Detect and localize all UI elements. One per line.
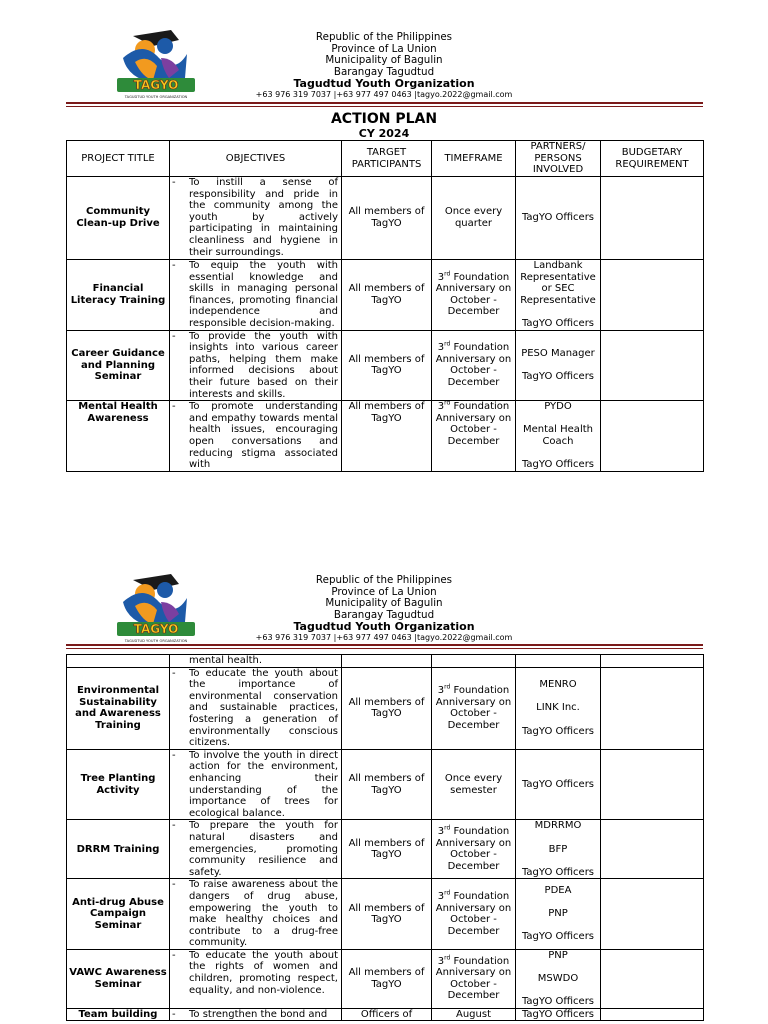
target-participants: All members of TagYO — [342, 749, 432, 820]
letterhead-line-2: Province of La Union — [331, 585, 437, 598]
partners-cell — [516, 749, 601, 820]
target-participants: All members of TagYO — [342, 401, 432, 472]
partner-item: TagYO Officers — [521, 459, 595, 471]
partner-item: PESO Manager — [521, 347, 595, 359]
tagyo-logo-icon — [113, 572, 199, 646]
table-row — [67, 667, 704, 749]
objective-text: To strengthen the bond and — [189, 1008, 328, 1020]
table-row — [67, 330, 704, 401]
target-participants: All members of TagYO — [342, 879, 432, 950]
timeframe-cell — [432, 330, 516, 401]
budgetary-requirement — [601, 820, 704, 879]
timeframe-text: 3rd Foundation Anniversary on October - December — [435, 683, 512, 731]
timeframe-cell — [432, 749, 516, 820]
objective-text: To raise awareness about the dangers of drug abuse, empowering the youth to make healthy choices and contribute to a drug-free community. — [189, 879, 338, 949]
objectives-cell: - To raise awareness about the dangers of drug abuse, empowering the youth to make healthy choices and contribute to a drug-free community. — [170, 879, 342, 950]
timeframe-text: 3rd Foundation Anniversary on October - December — [435, 889, 512, 937]
timeframe-text: Once every semester — [444, 772, 503, 796]
partner-item: TagYO Officers — [521, 866, 595, 878]
table-row — [67, 820, 704, 879]
partners-cell — [516, 260, 601, 331]
partner-item: BFP — [548, 843, 568, 855]
budgetary-requirement — [601, 177, 704, 260]
letterhead-line-3: Municipality of Bagulin — [325, 597, 443, 610]
partners-cell — [516, 949, 601, 1008]
header-rule-thin — [66, 106, 703, 107]
objectives-cell: - To educate the youth about the rights of women and children, promoting respect, equality, and non-violence. — [170, 949, 342, 1008]
letterhead-line-2: Province of La Union — [331, 42, 437, 55]
timeframe-cell — [432, 820, 516, 879]
project-title: Environmental Sustainability and Awareness Training — [67, 667, 170, 749]
table-row — [67, 401, 704, 472]
partner-item: TagYO Officers — [521, 996, 595, 1008]
letterhead-line-3: Municipality of Bagulin — [325, 54, 443, 67]
partners-cell — [516, 177, 601, 260]
budgetary-requirement — [601, 401, 704, 472]
objective-text: To instill a sense of responsibility and pride in the community among the youth by actively participating in maintaining cleanliness and hygiene in their surroundings. — [189, 177, 338, 258]
svg-text:TAGUDTUD YOUTH ORGANIZATION: TAGUDTUD YOUTH ORGANIZATION — [124, 639, 188, 643]
document-page-2 — [0, 560, 768, 1024]
svg-text:TAGYO: TAGYO — [133, 78, 179, 92]
objectives-cell: - To provide the youth with insights into various career paths, helping them make informed decisions about their future based on their interests and skills. — [170, 330, 342, 401]
partner-item: TagYO Officers — [521, 317, 595, 329]
partner-item: TagYO Officers — [521, 1008, 595, 1020]
partners-cell — [516, 401, 601, 472]
column-header: TARGET PARTICIPANTS — [342, 141, 432, 177]
target-participants: All members of TagYO — [342, 177, 432, 260]
partners-cell — [516, 820, 601, 879]
target-participants: All members of TagYO — [342, 820, 432, 879]
timeframe-cell — [432, 949, 516, 1008]
document-title: ACTION PLAN — [330, 111, 438, 127]
column-header: PARTNERS/ PERSONS INVOLVED — [516, 141, 601, 177]
partner-item: TagYO Officers — [521, 931, 595, 943]
timeframe-text: August — [456, 1008, 491, 1020]
timeframe-cell — [432, 401, 516, 472]
timeframe-text: 3rd Foundation Anniversary on October - December — [435, 400, 512, 447]
budgetary-requirement — [601, 1008, 704, 1021]
partner-item: Mental Health Coach — [523, 424, 593, 447]
partner-item: Landbank Representative or SEC Representative — [520, 260, 596, 306]
partner-item: PNP — [548, 949, 568, 961]
objectives-cell: - To prepare the youth for natural disasters and emergencies, promoting community resilience and safety. — [170, 820, 342, 879]
objectives-cell: - To involve the youth in direct action for the environment, enhancing their understanding of the importance of trees for ecological balance. — [170, 749, 342, 820]
letterhead — [200, 575, 568, 643]
table-row — [67, 749, 704, 820]
letterhead — [200, 32, 568, 100]
header-rule — [66, 102, 703, 104]
objectives-cell: - To educate the youth about the importance of environmental conservation and sustainable practices, fostering a generation of environmentally conscious citizens. — [170, 667, 342, 749]
objective-text: To provide the youth with insights into various career paths, helping them make informed decisions about their future based on their interests and skills. — [189, 330, 338, 400]
timeframe-cell — [432, 1008, 516, 1021]
project-title: VAWC Awareness Seminar — [67, 949, 170, 1008]
timeframe-cell — [432, 667, 516, 749]
partners-cell — [516, 330, 601, 401]
table-row — [67, 177, 704, 260]
budgetary-requirement — [601, 330, 704, 401]
project-title: Community Clean-up Drive — [67, 177, 170, 260]
timeframe-cell — [432, 177, 516, 260]
project-title: Mental Health Awareness — [67, 401, 170, 472]
objective-text: To prepare the youth for natural disasters and emergencies, promoting community resilience and safety. — [189, 820, 338, 878]
header-rule — [66, 644, 703, 646]
objective-text: To involve the youth in direct action for the environment, enhancing their understanding of the importance of trees for ecological balance. — [189, 749, 338, 819]
letterhead-line-1: Republic of the Philippines — [315, 31, 453, 43]
table-header-row — [67, 141, 704, 177]
partner-item: TagYO Officers — [521, 371, 595, 383]
timeframe-text: 3rd Foundation Anniversary on October - December — [435, 954, 512, 1002]
partners-cell — [516, 667, 601, 749]
target-participants: All members of TagYO — [342, 667, 432, 749]
header-rule-thin — [66, 648, 703, 649]
partner-item: MSWDO — [537, 973, 579, 985]
partners-cell — [516, 879, 601, 950]
letterhead-line-4: Barangay Tagudtud — [333, 65, 435, 78]
table-row — [67, 1008, 704, 1021]
project-title: Team building — [67, 1008, 170, 1021]
project-title: Tree Planting Activity — [67, 749, 170, 820]
budgetary-requirement — [601, 949, 704, 1008]
objectives-cell: - To instill a sense of responsibility and pride in the community among the youth by actively participating in maintaining cleanliness and hygiene in their surroundings. — [170, 177, 342, 260]
action-plan-table-continued — [66, 654, 704, 1021]
objectives-cell: - To strengthen the bond and — [170, 1008, 342, 1021]
objective-text: mental health. — [189, 655, 263, 666]
partner-item: MDRRMO — [534, 820, 582, 832]
organization-name: Tagudtud Youth Organization — [293, 77, 475, 91]
objective-text: To educate the youth about the rights of women and children, promoting respect, equality, and non-violence. — [189, 949, 338, 996]
target-participants: All members of TagYO — [342, 330, 432, 401]
table-row — [67, 260, 704, 331]
budgetary-requirement — [601, 879, 704, 950]
tagyo-logo-icon — [113, 28, 199, 102]
table-row — [67, 879, 704, 950]
timeframe-text: 3rd Foundation Anniversary on October - December — [435, 340, 512, 388]
contact-info: +63 976 319 7037 |+63 977 497 0463 |tagyo.2022@gmail.com — [255, 89, 513, 99]
column-header: PROJECT TITLE — [67, 141, 170, 177]
timeframe-cell — [432, 879, 516, 950]
partner-item: MENRO — [539, 679, 577, 691]
timeframe-text: 3rd Foundation Anniversary on October - December — [435, 270, 512, 318]
target-participants: All members of TagYO — [342, 949, 432, 1008]
partner-item: LINK Inc. — [536, 702, 580, 714]
table-row-continuation — [67, 655, 704, 668]
project-title: Anti-drug Abuse Campaign Seminar — [67, 879, 170, 950]
column-header: BUDGETARY REQUIREMENT — [601, 141, 704, 177]
svg-text:TAGYO: TAGYO — [133, 622, 179, 636]
partners-cell — [516, 1008, 601, 1021]
column-header: OBJECTIVES — [170, 141, 342, 177]
partner-item: TagYO Officers — [521, 212, 595, 224]
partner-item: PDEA — [544, 885, 572, 897]
letterhead-line-1: Republic of the Philippines — [315, 574, 453, 586]
objective-text: To promote understanding and empathy towards mental health issues, encouraging open conversations and reducing stigma associated with — [189, 401, 338, 471]
letterhead-line-4: Barangay Tagudtud — [333, 608, 435, 621]
timeframe-text: 3rd Foundation Anniversary on October - December — [435, 824, 512, 872]
project-title: DRRM Training — [67, 820, 170, 879]
organization-name: Tagudtud Youth Organization — [293, 620, 475, 634]
objectives-cell: - To equip the youth with essential knowledge and skills in managing personal finances, promoting financial independence and responsible decision-making. — [170, 260, 342, 331]
target-participants: All members of TagYO — [342, 260, 432, 331]
timeframe-text: Once every quarter — [444, 206, 503, 229]
budgetary-requirement — [601, 667, 704, 749]
target-participants: Officers of — [342, 1008, 432, 1021]
column-header: TIMEFRAME — [432, 141, 516, 177]
partner-item: TagYO Officers — [521, 725, 595, 737]
svg-text:TAGUDTUD YOUTH ORGANIZATION: TAGUDTUD YOUTH ORGANIZATION — [124, 95, 188, 99]
contact-info: +63 976 319 7037 |+63 977 497 0463 |tagyo.2022@gmail.com — [255, 632, 513, 642]
table-row — [67, 949, 704, 1008]
budgetary-requirement — [601, 260, 704, 331]
objectives-cell: - To promote understanding and empathy towards mental health issues, encouraging open conversations and reducing stigma associated with — [170, 401, 342, 472]
partner-item: TagYO Officers — [521, 778, 595, 790]
budgetary-requirement — [601, 749, 704, 820]
partner-item: PNP — [548, 908, 568, 920]
timeframe-cell — [432, 260, 516, 331]
document-subtitle: CY 2024 — [358, 127, 410, 140]
project-title: Financial Literacy Training — [67, 260, 170, 331]
objective-text: To educate the youth about the importance of environmental conservation and sustainable practices, fostering a generation of environmentally conscious citizens. — [189, 667, 338, 749]
action-plan-table — [66, 140, 704, 472]
partner-item: PYDO — [544, 401, 572, 413]
objective-text: To equip the youth with essential knowledge and skills in managing personal finances, promoting financial independence and responsible decision-making. — [189, 260, 338, 329]
project-title: Career Guidance and Planning Seminar — [67, 330, 170, 401]
